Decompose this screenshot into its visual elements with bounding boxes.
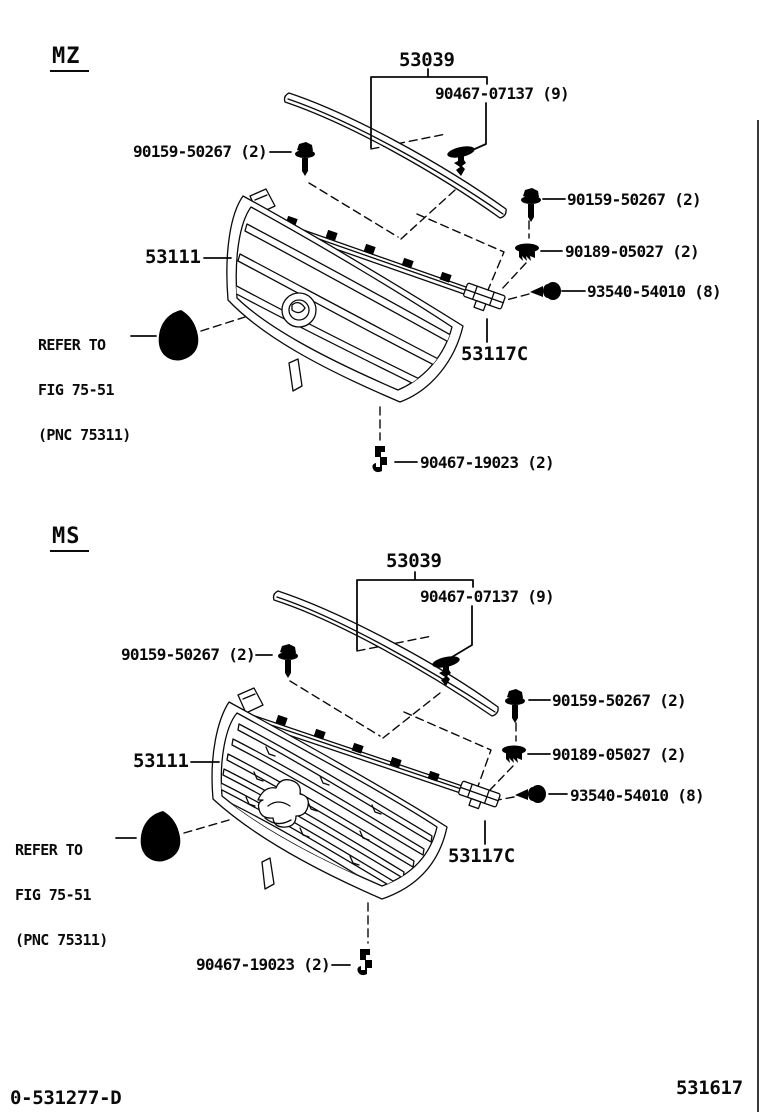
ms-grommet-part-label: 90189-05027 (2)	[552, 745, 686, 764]
mz-retainer-clip-part-label: 90467-07137 (9)	[435, 84, 569, 103]
ms-grille-drawing	[212, 702, 447, 899]
mz-refer-line2: FIG 75-51	[38, 381, 114, 399]
mz-bolt-icon	[530, 282, 561, 300]
ms-lower-clip-icon	[357, 949, 372, 975]
ms-screw-right-part-label: 90159-50267 (2)	[552, 691, 686, 710]
mz-lower-clip-icon	[372, 446, 387, 472]
ms-refer-line1: REFER TO	[15, 841, 83, 859]
mz-lower-clip-part-label: 90467-19023 (2)	[420, 453, 554, 472]
mz-variant-label: MZ	[50, 44, 89, 72]
ms-bolt-icon	[515, 785, 546, 803]
mz-refer-note	[38, 308, 131, 473]
mz-screw-left-part-label: 90159-50267 (2)	[133, 142, 267, 161]
ms-molding-part-label: 53039	[386, 550, 442, 572]
page-edge-divider	[757, 120, 759, 1112]
ms-emblem-icon	[141, 811, 181, 862]
mz-emblem-icon	[159, 310, 199, 361]
mz-grille-drawing	[200, 190, 480, 410]
mz-grille-part-label: 53111	[145, 246, 201, 268]
figure-number-label: 531617	[676, 1077, 743, 1099]
ms-refer-line2: FIG 75-51	[15, 886, 91, 904]
ms-screw-left-part-label: 90159-50267 (2)	[121, 645, 255, 664]
ms-grille-part-label: 53111	[133, 750, 189, 772]
ms-refer-note	[15, 813, 108, 978]
mz-refer-line1: REFER TO	[38, 336, 106, 354]
mz-screw-left-icon	[295, 142, 315, 176]
ms-refer-line3: (PNC 75311)	[15, 931, 108, 949]
ms-grommet-icon	[502, 746, 526, 764]
mz-bracket-53117c-drawing	[461, 283, 506, 316]
ms-bracket-part-label: 53117C	[448, 845, 515, 867]
ms-retainer-clip-part-label: 90467-07137 (9)	[420, 587, 554, 606]
ms-bolt-part-label: 93540-54010 (8)	[570, 786, 704, 805]
mz-molding-drawing	[285, 93, 507, 218]
mz-molding-part-label: 53039	[399, 49, 455, 71]
mz-screw-right-icon	[521, 188, 541, 222]
ms-variant-label: MS	[50, 524, 89, 552]
mz-assembly-drawing	[131, 69, 585, 472]
ms-lower-clip-part-label: 90467-19023 (2)	[196, 955, 330, 974]
ms-screw-right-icon	[505, 689, 525, 723]
mz-bracket-part-label: 53117C	[461, 343, 528, 365]
mz-bolt-part-label: 93540-54010 (8)	[587, 282, 721, 301]
mz-screw-right-part-label: 90159-50267 (2)	[567, 190, 701, 209]
ms-screw-left-icon	[278, 644, 298, 678]
ms-molding-drawing	[274, 591, 499, 716]
mz-retainer-clip-icon	[446, 144, 475, 176]
doc-number-label: 0-531277-D	[10, 1087, 122, 1109]
mz-grommet-part-label: 90189-05027 (2)	[565, 242, 699, 261]
mz-refer-line3: (PNC 75311)	[38, 426, 131, 444]
ms-assembly-drawing	[116, 572, 567, 975]
mz-grommet-icon	[515, 244, 539, 262]
